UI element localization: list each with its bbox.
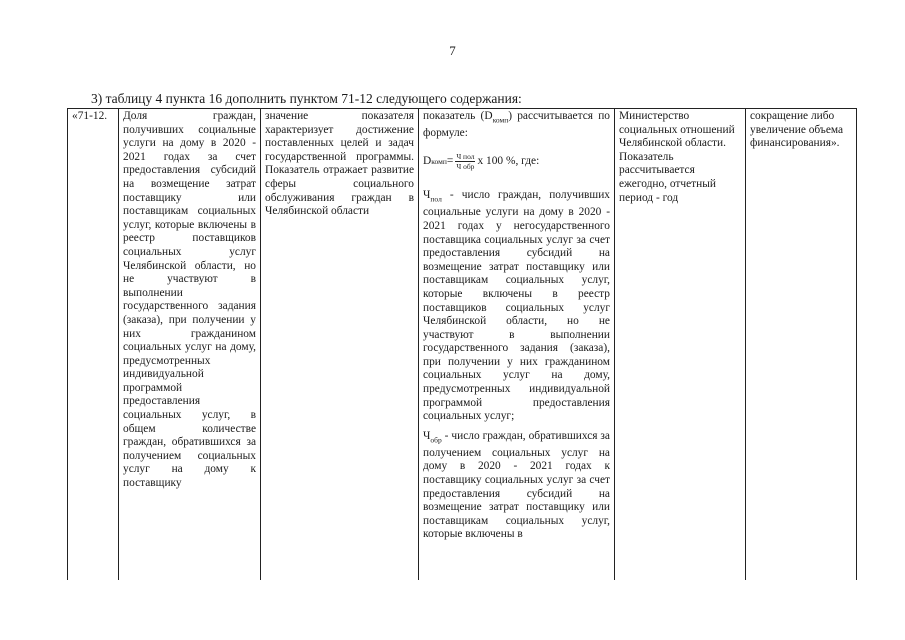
method-cell [419, 109, 615, 581]
var2-sub: обр [430, 435, 442, 445]
formula-fraction [455, 152, 475, 171]
formula-eq: = [446, 155, 454, 168]
formula-lhs: D [423, 155, 432, 168]
responsible-cell [615, 109, 746, 581]
method-intro-sub: комп [492, 115, 509, 125]
row-number: «71-12. [72, 110, 108, 122]
table-row [68, 109, 857, 581]
result-cell [746, 109, 857, 581]
var1-sub: пол [430, 194, 442, 204]
method-intro [423, 110, 610, 140]
variable-definition-1 [423, 189, 610, 423]
formula-rhs: x 100 % [477, 155, 516, 168]
method-intro-text: показатель (D [423, 110, 493, 122]
significance-cell [261, 109, 419, 581]
result-text: сокращение либо увеличение объема финансирования». [750, 110, 844, 150]
intro-text: 3) таблицу 4 пункта 16 дополнить пунктом 71-12 следующего содержания: [91, 91, 522, 106]
var2-text: - число граждан, обратившихся за получением социальных услуг на дому в 2020 - 2021 годах к поставщику социальных услуг за счет предоставления субсидий на возмещение затрат поставщику или поставщикам социальных услуг, которые включены в [423, 429, 610, 541]
var1-symbol: Ч [423, 189, 431, 202]
indicator-name-cell [119, 109, 261, 581]
formula-denominator: Ч обр [456, 162, 475, 172]
variable-definition-2 [423, 430, 610, 542]
var2-symbol: Ч [423, 429, 431, 442]
var1-text: - число граждан, получивших социальные услуги на дому в 2020 - 2021 годах у негосударственного поставщика социальных услуг за счет предоставления субсидий на возмещение затрат поставщику или поставщикам социальных услуг, которые включены в реестр поставщиков социальных услуг Челябинской области, но не участвуют в выполнении государственного задания (заказа), при получении у них гражданином социальных услуг на дому, предусмотренных индивидуальной программой предоставления социальных услуг; [423, 189, 610, 423]
page-number: 7 [449, 43, 456, 58]
significance-text: значение показателя характеризует достижение поставленных целей и задач государственной программы. Показатель отражает развитие сферы социального обслуживания граждан в Челябинской области [265, 110, 414, 218]
indicator-name: Доля граждан, получивших социальные услуги на дому в 2020 - 2021 годах за счет предоставления субсидий на возмещение затрат поставщику или поставщикам социальных услуг, которые включены в реестр поставщиков социальных услуг Челябинской области, но не участвуют в выполнении государственного задания (заказа), при получении у них гражданином социальных услуг на дому, предусмотренных индивидуальной программой предоставления социальных услуг, в общем количестве граждан, обратившихся за получением социальных услуг на дому к поставщику [123, 110, 256, 490]
responsible-text: Министерство социальных отношений Челябинской области. [619, 110, 735, 150]
row-number-cell [68, 109, 119, 581]
formula-numerator: Ч пол [456, 152, 475, 162]
formula-lhs-sub: комп [431, 157, 447, 167]
method-intro-end: ) рассчитывается по формуле: [423, 110, 610, 139]
indicator-table [67, 108, 857, 580]
frequency-text: Показатель рассчитывается ежегодно, отчетный период - год [619, 150, 716, 204]
formula-tail: , где: [515, 155, 540, 168]
formula [423, 152, 610, 171]
